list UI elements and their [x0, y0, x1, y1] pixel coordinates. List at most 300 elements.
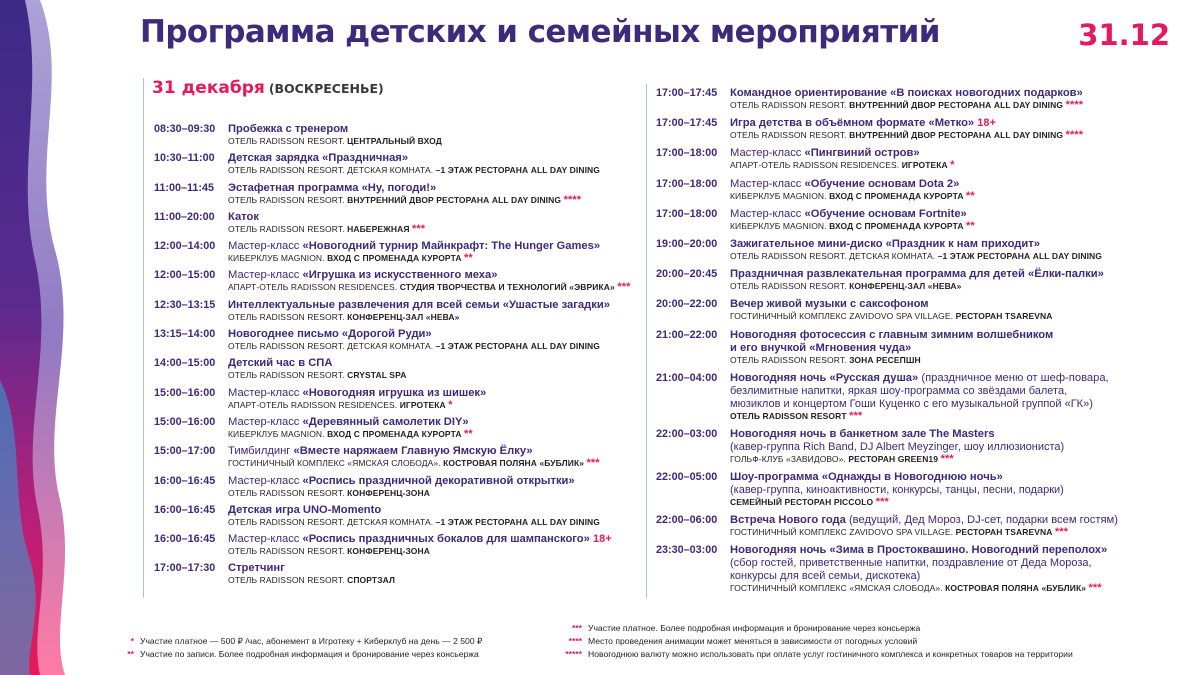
- event-time: 16:00–16:45: [154, 503, 216, 516]
- event-location: [228, 312, 634, 322]
- location-place: –1 ЭТАЖ РЕСТОРАНА ALL DAY DINING: [435, 341, 600, 352]
- event-title-line: [228, 475, 634, 488]
- event-time: 19:00–20:00: [656, 237, 718, 250]
- event-time: 21:00–22:00: [656, 328, 718, 341]
- location-place: ИГРОТЕКА: [901, 160, 948, 171]
- event-title: Детский час в СПА: [228, 357, 333, 370]
- event-title: Детская игра UNO-Momento: [228, 503, 382, 516]
- event-body: [228, 299, 634, 322]
- schedule-event: [656, 268, 1156, 291]
- event-body: [228, 562, 634, 585]
- footnote-text: Новогоднюю валюту можно использовать при оплате услуг гостиничного комплекса и конкретных товаров на территории: [588, 649, 1073, 659]
- event-location: [228, 517, 634, 527]
- location-venue: АПАРТ-ОТЕЛЬ RADISSON RESIDENCES.: [730, 160, 902, 171]
- schedule-event: [656, 178, 1156, 201]
- location-venue: ОТЕЛЬ RADISSON RESORT.: [228, 194, 348, 205]
- event-location: [730, 251, 1156, 261]
- event-time: 11:00–20:00: [154, 210, 215, 223]
- event-title-line: [228, 299, 634, 312]
- event-details-text: (кавер-группа, киноактивности, конкурсы, танцы, песни, подарки): [730, 484, 1064, 497]
- location-place: СПОРТЗАЛ: [347, 575, 396, 586]
- event-location: [228, 253, 634, 263]
- location-place: ВХОД С ПРОМЕНАДА КУРОРТА: [327, 253, 462, 264]
- event-body: [228, 240, 634, 263]
- age-rating-badge: 18+: [977, 117, 996, 130]
- location-place: РЕСТОРАН TSAREVNA: [955, 527, 1053, 538]
- left-schedule-column: [154, 123, 634, 592]
- schedule-event: [656, 298, 1156, 321]
- event-time: 16:00–16:45: [154, 533, 216, 546]
- event-title-line: [228, 533, 634, 546]
- event-location: [228, 341, 634, 351]
- event-title: «Роспись праздничных бокалов для шампанского»: [302, 533, 590, 546]
- event-title: Интеллектуальные развлечения для всей семьи «Ушастые загадки»: [228, 298, 610, 311]
- event-type: Тимбилдинг: [228, 445, 294, 458]
- event-details-line: [730, 484, 1156, 497]
- event-body: [228, 475, 634, 498]
- event-title: Детская зарядка «Праздничная»: [228, 152, 409, 165]
- footnote-marker: *: [130, 636, 134, 646]
- location-venue: ОТЕЛЬ RADISSON RESORT.: [228, 136, 348, 146]
- event-title-line: [730, 428, 1156, 441]
- location-venue: ГОСТИНИЧНЫЙ КОМПЛЕКС «ЯМСКАЯ СЛОБОДА».: [730, 583, 946, 594]
- schedule-event: [656, 428, 1156, 464]
- event-title: Новогодняя ночь «Зима в Простоквашино. Новогодний переполох»: [730, 544, 1108, 557]
- event-location: [730, 411, 1156, 421]
- location-place: КОСТРОВАЯ ПОЛЯНА «БУБЛИК»: [443, 458, 585, 469]
- location-place: КОНФЕРЕНЦ-ЗАЛ «НЕВА»: [347, 311, 460, 322]
- location-place: ВНУТРЕННИЙ ДВОР РЕСТОРАНА ALL DAY DINING: [849, 100, 1064, 110]
- location-venue: ГОЛЬФ-КЛУБ «ЗАВИДОВО».: [730, 453, 849, 464]
- event-title-line: [228, 562, 634, 575]
- event-time: 15:00–16:00: [154, 415, 216, 428]
- event-location: [228, 458, 634, 468]
- location-venue: АПАРТ-ОТЕЛЬ RADISSON RESIDENCES.: [228, 399, 400, 410]
- event-body: [730, 329, 1156, 365]
- event-title-line: [730, 372, 1156, 385]
- footnote-text: Участие по записи. Более подробная информация и бронирование через консьержа: [140, 649, 479, 659]
- location-place: КОНФЕРЕНЦ-ЗАЛ «НЕВА»: [849, 281, 962, 292]
- event-title: Игра детства в объёмном формате «Метко»: [730, 117, 975, 130]
- schedule-event: [154, 240, 634, 263]
- location-place: CRYSTAL SPA: [347, 370, 407, 381]
- event-location: [730, 527, 1156, 537]
- event-details-line: [730, 385, 1156, 398]
- event-time: 15:00–17:00: [154, 445, 216, 458]
- schedule-event: [154, 269, 634, 292]
- event-title: Эстафетная программа «Ну, погоди!»: [228, 181, 437, 194]
- event-title-line: [228, 240, 634, 253]
- footnote-marker: ***: [849, 409, 863, 422]
- event-body: [730, 298, 1156, 321]
- event-body: [228, 445, 634, 468]
- event-title-line: [228, 211, 634, 224]
- event-time: 08:30–09:30: [154, 123, 216, 135]
- schedule-event: [154, 504, 634, 527]
- event-location: [730, 311, 1156, 321]
- footnote-marker: ***: [940, 452, 954, 465]
- location-venue: ОТЕЛЬ RADISSON RESORT. ДЕТСКАЯ КОМНАТА.: [228, 165, 436, 176]
- event-time: 23:30–03:00: [656, 544, 718, 557]
- schedule-event: [656, 117, 1156, 140]
- schedule-event: [656, 544, 1156, 593]
- footnote-row: [112, 648, 482, 661]
- footnote-marker: ***: [571, 623, 582, 633]
- schedule-event: [154, 211, 634, 234]
- event-body: [228, 387, 634, 410]
- event-body: [730, 178, 1156, 201]
- event-time: 17:00–18:00: [656, 207, 718, 220]
- schedule-event: [656, 372, 1156, 421]
- schedule-event: [154, 533, 634, 556]
- footnote-marker: ***: [1054, 526, 1069, 539]
- event-body: [730, 87, 1156, 110]
- event-title: «Игрушка из искусственного меха»: [302, 269, 498, 282]
- event-title-line: [228, 445, 634, 458]
- event-type: Мастер-класс: [228, 269, 303, 282]
- event-details-text: и его внучкой «Мгновения чуда»: [730, 341, 912, 354]
- event-location: [730, 454, 1156, 464]
- schedule-event: [656, 87, 1156, 110]
- event-title: Вечер живой музыки с саксофоном: [730, 298, 929, 311]
- event-location: [228, 575, 634, 585]
- footnote-marker: **: [966, 189, 975, 202]
- schedule-event: [154, 357, 634, 380]
- location-venue: ОТЕЛЬ RADISSON RESORT. ДЕТСКАЯ КОМНАТА.: [228, 341, 436, 352]
- event-body: [228, 123, 634, 146]
- event-details-line: [730, 398, 1156, 411]
- event-body: [730, 117, 1156, 140]
- event-time: 20:00–20:45: [656, 268, 718, 281]
- location-place: РЕСТОРАН GREEN19: [848, 453, 939, 464]
- event-time: 11:00–11:45: [154, 181, 215, 194]
- event-location: [730, 497, 1156, 507]
- location-place: ВХОД С ПРОМЕНАДА КУРОРТА: [829, 190, 964, 201]
- footnote-marker: *****: [565, 649, 582, 659]
- event-location: [730, 221, 1156, 231]
- event-title: Стретчинг: [228, 562, 285, 575]
- event-body: [228, 328, 634, 351]
- event-location: [228, 546, 634, 556]
- footnote-marker: **: [464, 252, 473, 265]
- event-body: [228, 357, 634, 380]
- event-title: «Новогодняя игрушка из шишек»: [302, 386, 487, 399]
- event-title-line: [730, 147, 1156, 160]
- location-venue: КИБЕРКЛУБ MAGNION.: [730, 190, 830, 201]
- footnote-row: [540, 622, 1073, 635]
- footnote-text: Место проведения анимации может меняться в зависимости от погодных условий: [588, 636, 918, 646]
- event-title-line: [228, 387, 634, 400]
- event-body: [730, 471, 1156, 507]
- event-title: «Деревянный самолетик DIY»: [302, 415, 469, 428]
- event-title: «Роспись праздничной декоративной открытки»: [302, 474, 575, 487]
- event-time: 21:00–04:00: [656, 371, 718, 384]
- event-type: Мастер-класс: [228, 386, 303, 399]
- event-body: [730, 268, 1156, 291]
- event-location: [228, 165, 634, 175]
- event-title: Новогодняя фотосессия с главным зимним волшебником: [730, 328, 1054, 341]
- footnote-marker: **: [464, 427, 473, 440]
- event-details-text: безлимитные напитки, яркая шоу-программа со звёздами балета,: [730, 384, 1068, 397]
- event-location: [228, 370, 634, 380]
- footnote-marker: *: [950, 159, 955, 172]
- event-details-text: мюзиклов и концертом Гоши Куценко с его музыкальной группой «ГК»): [730, 397, 1093, 410]
- event-details-line: [730, 557, 1156, 570]
- event-body: [730, 544, 1156, 593]
- footnote-marker: ***: [586, 457, 600, 470]
- location-venue: КИБЕРКЛУБ MAGNION.: [730, 220, 830, 231]
- location-venue: ОТЕЛЬ RADISSON RESORT.: [228, 487, 348, 498]
- event-details: (ведущий, Дед Мороз, DJ-сет, подарки всем гостям): [845, 514, 1118, 527]
- event-title: Командное ориентирование «В поисках новогодних подарков»: [730, 87, 1083, 99]
- event-location: [730, 100, 1156, 110]
- location-place: КОСТРОВАЯ ПОЛЯНА «БУБЛИК»: [945, 583, 1087, 594]
- event-time: 22:00–05:00: [656, 471, 718, 484]
- location-venue: ОТЕЛЬ RADISSON RESORT. ДЕТСКАЯ КОМНАТА.: [730, 250, 938, 261]
- event-title-line: [730, 471, 1156, 484]
- event-time: 16:00–16:45: [154, 474, 216, 487]
- event-title-line: [228, 416, 634, 429]
- schedule-event: [656, 208, 1156, 231]
- footnote-text: Участие платное — 500 ₽ /час, абонемент в Игротеку + Киберклуб на день — 2 500 ₽: [140, 636, 483, 646]
- event-title-line: [228, 504, 634, 517]
- event-time: 12:00–15:00: [154, 269, 216, 282]
- event-location: [228, 429, 634, 439]
- location-venue: КИБЕРКЛУБ MAGNION.: [228, 428, 328, 439]
- event-title-line: [730, 178, 1156, 191]
- event-time: 17:00–18:00: [656, 177, 718, 190]
- event-body: [730, 372, 1156, 421]
- footnote-marker: *: [448, 398, 453, 411]
- schedule-event: [154, 562, 634, 585]
- event-title: Новогодняя ночь «Русская душа»: [730, 371, 919, 384]
- schedule-event: [656, 329, 1156, 365]
- event-location: [228, 488, 634, 498]
- header-date: 31.12: [1078, 18, 1170, 52]
- footnote-marker: ***: [412, 222, 426, 235]
- event-title: Шоу-программа «Однажды в Новогоднюю ночь»: [730, 471, 1003, 484]
- event-location: [730, 281, 1156, 291]
- location-place: КОНФЕРЕНЦ-ЗОНА: [347, 487, 430, 498]
- event-time: 17:00–17:45: [656, 87, 718, 99]
- event-body: [228, 182, 634, 205]
- event-details: (праздничное меню от шеф-повара,: [918, 371, 1109, 384]
- event-title: «Обучение основам Fortnite»: [804, 207, 967, 220]
- age-rating-badge: 18+: [592, 533, 612, 546]
- event-location: [228, 282, 634, 292]
- event-type: Мастер-класс: [730, 147, 805, 160]
- footnotes-right: [540, 622, 1073, 661]
- footnote-marker: **: [127, 649, 134, 659]
- event-time: 20:00–22:00: [656, 298, 718, 311]
- event-body: [730, 514, 1156, 537]
- footnote-row: [540, 648, 1073, 661]
- event-location: [730, 583, 1156, 593]
- footnotes-left: [112, 635, 482, 661]
- event-details-text: конкурсы для всей семьи, дискотека): [730, 570, 921, 583]
- day-heading: [152, 78, 384, 98]
- event-details-text: (кавер-группа Rich Band, DJ Albert Meyzinger, шоу иллюзиониста): [730, 440, 1065, 453]
- location-place: ВНУТРЕННИЙ ДВОР РЕСТОРАНА ALL DAY DINING: [347, 194, 562, 205]
- location-venue: ОТЕЛЬ RADISSON RESORT.: [228, 546, 348, 557]
- location-place: ОТЕЛЬ RADISSON RESORT: [730, 410, 847, 421]
- footnote-row: [112, 635, 482, 648]
- event-details-line: [730, 342, 1156, 355]
- event-body: [730, 147, 1156, 170]
- event-title: «Обучение основам Dota 2»: [804, 177, 960, 190]
- event-title-line: [730, 514, 1156, 527]
- event-time: 17:00–17:30: [154, 562, 216, 575]
- footnote-marker: ***: [875, 496, 889, 509]
- event-location: [730, 130, 1156, 140]
- location-venue: ОТЕЛЬ RADISSON RESORT.: [228, 575, 348, 586]
- location-venue: ГОСТИНИЧНЫЙ КОМПЛЕКС ZAVIDOVO SPA VILLAGE.: [730, 311, 956, 322]
- schedule-event: [154, 152, 634, 175]
- event-body: [730, 428, 1156, 464]
- footnote-marker: ***: [1088, 582, 1102, 595]
- event-title: Каток: [228, 210, 259, 223]
- event-time: 12:00–14:00: [154, 240, 216, 253]
- decorative-wave-graphic: [0, 0, 90, 675]
- day-weekday: (ВОСКРЕСЕНЬЕ): [268, 81, 384, 96]
- event-time: 10:30–11:00: [154, 152, 215, 165]
- schedule-event: [154, 299, 634, 322]
- location-venue: ОТЕЛЬ RADISSON RESORT.: [730, 281, 850, 292]
- event-title: «Новогодний турнир Майнкрафт: The Hunger Games»: [302, 240, 601, 253]
- event-title-line: [730, 87, 1156, 100]
- event-body: [228, 269, 634, 292]
- event-location: [228, 224, 634, 234]
- event-time: 22:00–06:00: [656, 514, 718, 527]
- location-venue: ОТЕЛЬ RADISSON RESORT.: [228, 370, 348, 381]
- schedule-event: [154, 123, 634, 146]
- event-title: Новогоднее письмо «Дорогой Руди»: [228, 328, 432, 341]
- event-title-line: [730, 268, 1156, 281]
- event-body: [228, 504, 634, 527]
- footnote-marker: ****: [1065, 99, 1084, 111]
- left-divider: [143, 78, 144, 598]
- location-place: НАБЕРЕЖНАЯ: [347, 223, 410, 234]
- location-venue: ОТЕЛЬ RADISSON RESORT.: [228, 223, 348, 234]
- schedule-event: [154, 416, 634, 439]
- schedule-event: [154, 475, 634, 498]
- footnote-text: Участие платное. Более подробная информация и бронирование через консьержа: [588, 623, 921, 633]
- event-location: [228, 400, 634, 410]
- location-venue: ОТЕЛЬ RADISSON RESORT.: [730, 354, 850, 365]
- location-place: –1 ЭТАЖ РЕСТОРАНА ALL DAY DINING: [435, 516, 600, 527]
- event-location: [228, 195, 634, 205]
- event-title-line: [228, 123, 634, 136]
- event-time: 12:30–13:15: [154, 298, 216, 311]
- right-divider: [646, 84, 647, 598]
- page-title: Программа детских и семейных мероприятий: [140, 14, 940, 50]
- location-place: –1 ЭТАЖ РЕСТОРАНА ALL DAY DINING: [435, 165, 600, 176]
- footnote-marker: ****: [1065, 129, 1084, 142]
- event-body: [228, 416, 634, 439]
- footnote-marker: ****: [563, 193, 582, 206]
- event-title-line: [730, 208, 1156, 221]
- event-body: [228, 533, 634, 556]
- event-time: 13:15–14:00: [154, 328, 216, 341]
- event-time: 17:00–17:45: [656, 117, 718, 130]
- location-venue: ОТЕЛЬ RADISSON RESORT. ДЕТСКАЯ КОМНАТА.: [228, 516, 436, 527]
- event-time: 17:00–18:00: [656, 147, 718, 160]
- event-title-line: [730, 298, 1156, 311]
- event-title-line: [730, 238, 1156, 251]
- event-time: 14:00–15:00: [154, 357, 216, 370]
- location-place: СЕМЕЙНЫЙ РЕСТОРАН PICCOLO: [730, 497, 874, 508]
- right-schedule-column: [656, 87, 1156, 601]
- location-place: РЕСТОРАН TSAREVNA: [955, 311, 1053, 322]
- footnote-marker: ***: [617, 281, 631, 294]
- event-type: Мастер-класс: [228, 533, 303, 546]
- event-time: 22:00–03:00: [656, 427, 718, 440]
- location-venue: ОТЕЛЬ RADISSON RESORT.: [730, 130, 850, 141]
- event-title: Зажигательное мини-диско «Праздник к нам приходит»: [730, 237, 1040, 250]
- location-place: КОНФЕРЕНЦ-ЗОНА: [347, 546, 430, 557]
- event-title-line: [228, 328, 634, 341]
- location-venue: ГОСТИНИЧНЫЙ КОМПЛЕКС ZAVIDOVO SPA VILLAGE.: [730, 527, 956, 538]
- schedule-event: [154, 445, 634, 468]
- schedule-event: [656, 147, 1156, 170]
- schedule-event: [656, 514, 1156, 537]
- event-title: Встреча Нового года: [730, 514, 846, 527]
- event-title-line: [228, 269, 634, 282]
- event-title-line: [730, 117, 1156, 130]
- event-title-line: [228, 357, 634, 370]
- location-place: ВХОД С ПРОМЕНАДА КУРОРТА: [829, 220, 964, 231]
- location-place: ВХОД С ПРОМЕНАДА КУРОРТА: [327, 428, 462, 439]
- schedule-event: [656, 238, 1156, 261]
- location-venue: ОТЕЛЬ RADISSON RESORT.: [228, 311, 348, 322]
- footnote-marker: **: [966, 219, 975, 232]
- schedule-event: [154, 387, 634, 410]
- event-title-line: [730, 544, 1156, 557]
- location-place: СТУДИЯ ТВОРЧЕСТВА И ТЕХНОЛОГИЙ «ЭВРИКА»: [399, 282, 615, 293]
- event-type: Мастер-класс: [730, 177, 805, 190]
- location-venue: ОТЕЛЬ RADISSON RESORT.: [730, 100, 850, 110]
- event-type: Мастер-класс: [730, 207, 805, 220]
- location-venue: КИБЕРКЛУБ MAGNION.: [228, 253, 328, 264]
- event-type: Мастер-класс: [228, 474, 303, 487]
- footnote-marker: ****: [568, 636, 582, 646]
- event-body: [228, 211, 634, 234]
- location-venue: АПАРТ-ОТЕЛЬ RADISSON RESIDENCES.: [228, 282, 400, 293]
- event-time: 15:00–16:00: [154, 386, 216, 399]
- location-place: ЗОНА РЕСЕПШН: [849, 354, 921, 365]
- event-location: [730, 160, 1156, 170]
- event-details-text: (сбор гостей, приветственные напитки, поздравление от Деда Мороза,: [730, 557, 1092, 570]
- event-body: [228, 152, 634, 175]
- event-location: [228, 136, 634, 146]
- event-title: Праздничная развлекательная программа для детей «Ёлки-палки»: [730, 268, 1104, 281]
- schedule-event: [656, 471, 1156, 507]
- event-title: Новогодняя ночь в банкетном зале The Masters: [730, 427, 995, 440]
- location-venue: ГОСТИНИЧНЫЙ КОМПЛЕКС «ЯМСКАЯ СЛОБОДА».: [228, 458, 444, 469]
- event-type: Мастер-класс: [228, 415, 303, 428]
- footnote-row: [540, 635, 1073, 648]
- event-title: Пробежка с тренером: [228, 123, 349, 135]
- location-place: ВНУТРЕННИЙ ДВОР РЕСТОРАНА ALL DAY DINING: [849, 130, 1064, 141]
- schedule-event: [154, 182, 634, 205]
- day-date: 31 декабря: [152, 78, 265, 98]
- location-place: ИГРОТЕКА: [399, 399, 446, 410]
- event-location: [730, 355, 1156, 365]
- event-title: «Пингвиний остров»: [804, 147, 920, 160]
- location-place: –1 ЭТАЖ РЕСТОРАНА ALL DAY DINING: [937, 250, 1102, 261]
- event-location: [730, 191, 1156, 201]
- event-title: «Вместе наряжаем Главную Ямскую Ёлку»: [293, 445, 533, 458]
